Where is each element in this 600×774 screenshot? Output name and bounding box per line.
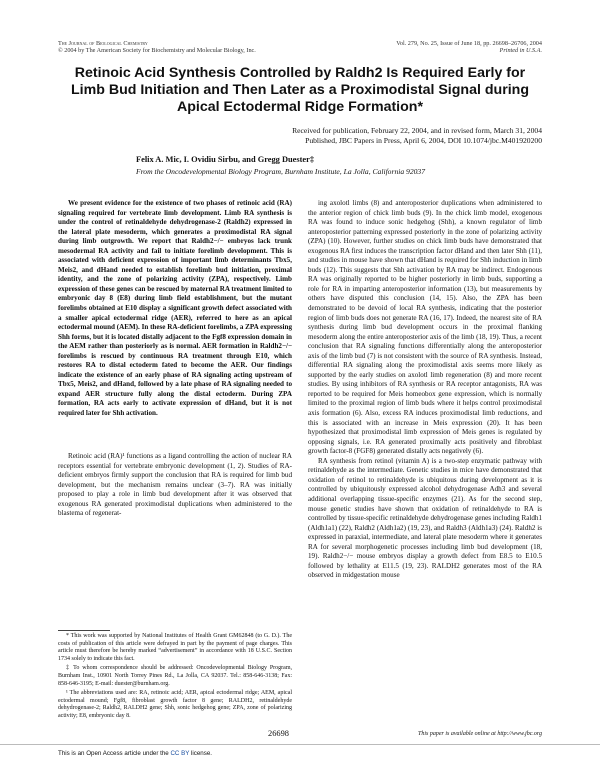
footnote-abbreviations: ¹ The abbreviations used are: RA, retinoic acid; AER, apical ectodermal ridge; AEM, apical ectodermal mound; Fgf8, fibroblast growth factor 8 gene; RALDH2, retinaldehyde dehydrogenase-2; Raldh2, RALDH2 gene; Shh, sonic hedgehog gene; ZPA, zone of polarizing activity; E8, embryonic day 8. bbox=[58, 690, 292, 719]
abstract-text: We present evidence for the existence of two phases of retinoic acid (RA) signaling required for vertebrate limb development. Limb RA synthesis is under the control of retinaldehyde dehydrogenase-2 (Raldh2) expressed in the lateral plate mesoderm, which generates a proximodistal RA signal during limb outgrowth. We report that Raldh2−/− embryos lack trunk mesodermal RA activity and fail to initiate forelimb development. This is associated with deficient expression of important limb determinants Tbx5, Meis2, and dHand needed to establish forelimb bud initiation, proximal identity, and the zone of polarizing activity (ZPA), respectively. Limb expression of these genes can be rescued by maternal RA treatment limited to embryonic day 8 (E8) during limb field establishment, but the mutant forelimbs obtained at E10 display a significant growth defect associated with a smaller apical ectodermal ridge (AER), referred to here as an apical ectodermal mound (AEM). In these RA-deficient forelimbs, a ZPA expressing Shh forms, but it is located distally adjacent to the Fgf8 expression domain in the AEM rather than posteriorly as is normal. AER formation in Raldh2−/− forelimbs is rescued by continuous RA treatment through E10, which restores RA to distal ectoderm fated to become the AER. Our findings indicate the existence of an early phase of RA signaling acting upstream of Tbx5, Meis2, and dHand, followed by a late phase of RA signaling needed to expand AER structure fully along the distal ectoderm. During ZPA formation, RA acts early to activate expression of dHand, but it is not required later for Shh activation. bbox=[58, 199, 292, 418]
running-header-left bbox=[58, 40, 256, 55]
footer-divider bbox=[0, 744, 600, 745]
publication-history bbox=[222, 126, 542, 145]
affiliation: From the Oncodevelopmental Biology Program, Burnham Institute, La Jolla, California 92037 bbox=[136, 167, 426, 176]
page-number: 26698 bbox=[268, 729, 289, 738]
article-title: Retinoic Acid Synthesis Controlled by Raldh2 Is Required Early for Limb Bud Initiation and Then Later as a Proximodistal Signal during Apical Ectodermal Ridge Formation* bbox=[71, 65, 529, 115]
footnote-divider bbox=[58, 630, 110, 631]
open-access-note bbox=[58, 750, 212, 757]
license-link[interactable]: CC BY bbox=[170, 750, 190, 757]
body-paragraph-1: ing axolotl limbs (8) and anteroposterior duplications when administered to the anterior region of chick limb buds (9). In the chick limb model, exogenous RA was found to induce sonic hedgehog (Shh), a known regulator of limb anteroposterior patterning expressed posteriorly in the zone of polarizing activity (ZPA) (10). However, further studies on chick limb buds have demonstrated that exogenous RA first induces the transcription factor dHand and then later Shh (11), and studies in mouse have shown that dHand is required for Shh induction in limb buds (12). This suggests that Shh activation by RA may be indirect. Endogenous RA was originally reported to be higher posteriorly in limb buds, supporting a role for RA in imparting anteroposterior information (13), but measurements by others have disputed this conclusion (14, 15). Also, the ZPA has been demonstrated to be devoid of local RA synthesis, indicating that the posterior region of limb buds does not generate RA (16, 17). Indeed, the nearest site of RA synthesis during limb bud development occurs in the proximal flanking mesoderm along the entire anteroposterior axis of the limb (18, 19). Thus, a recent conclusion that RA signaling functions differentially along the anteroposterior axis of the limb bud (7) is not consistent with the source of RA synthesis. Instead, differential RA signaling along the proximodistal axis seems more likely as supported by the early studies on axolotl limb regeneration (8) and more recent studies. By using inhibitors of RA synthesis or RA receptor antagonists, RA was reported to be required for Meis homeobox gene expression, which is normally limited to the proximal region of limb buds where it helps control proximodistal axis formation (6). Also, excess RA induces proximodistal limb reductions, and this is associated with an increase in Meis expression (20). It has been hypothesized that proximodistal limb expression of Meis genes is regulated by opposing signals, i.e. RA generated proximally acts positively and fibroblast growth factor-8 (FGF8) generated distally acts negatively (6). bbox=[308, 199, 542, 456]
running-header-right bbox=[396, 40, 542, 55]
footnote-correspondence: ‡ To whom correspondence should be addressed: Oncodevelopmental Biology Program, Burnham Inst., 10901 North Torrey Pines Rd., La Jolla, CA 92037. Tel.: 858-646-3138; Fax: 858-646-3195; E-mail: duester@burnham.org. bbox=[58, 665, 292, 687]
received-line: Received for publication, February 22, 2004, and in revised form, March 31, 2004 bbox=[292, 126, 542, 135]
availability-note: This paper is available online at http://www.jbc.org bbox=[418, 731, 542, 737]
footnotes bbox=[58, 633, 292, 723]
abstract bbox=[58, 199, 292, 419]
body-paragraph-2: RA synthesis from retinol (vitamin A) is a two-step enzymatic pathway with retinaldehyde as the intermediate. Genetic studies in mice have demonstrated that oxidation of retinol to retinaldehyde is ubiquitous during development as it is controlled by ubiquitously expressed alcohol dehydrogenase Adh3 and several additional overlapping tissue-specific enzymes (21). As for the second step, mouse genetic studies have shown that oxidation of retinaldehyde to RA is controlled by tissue-specific retinaldehyde dehydrogenase genes including Raldh1 (Aldh1a1) (22), Raldh2 (Aldh1a2) (19, 23), and Raldh3 (Aldh1a3) (24). Raldh2 is expressed in paraxial, intermediate, and lateral plate mesoderm where it generates RA for several morphogenetic processes including limb bud development (18, 19). Raldh2−/− mouse embryos display a growth defect from E8.5 to E10.5 followed by lethality at E11.5 (19, 23). RALDH2 generates most of the RA observed in midgestation mouse bbox=[308, 456, 542, 580]
journal-name: The Journal of Biological Chemistry bbox=[58, 40, 148, 47]
body-right-column bbox=[308, 199, 542, 581]
open-access-text: This is an Open Access article under the bbox=[58, 750, 171, 757]
printed-line: Printed in U.S.A. bbox=[499, 47, 542, 55]
copyright-line: © 2004 by The American Society for Biochemistry and Molecular Biology, Inc. bbox=[58, 47, 256, 55]
author-list: Felix A. Mic, I. Ovidiu Sirbu, and Gregg Duester‡ bbox=[136, 155, 315, 164]
intro-paragraph: Retinoic acid (RA)¹ functions as a ligand controlling the action of nuclear RA receptors essential for vertebrate embryonic development (1, 2). Studies of RA-deficient embryos firmly support the conclusion that RA is required for limb bud development, but the mechanism remains unclear (3–7). RA was initially proposed to play a role in limb bud development after it was observed that exogenous RA generated proximodistal duplications when administered to the blastema of regenerat- bbox=[58, 452, 292, 518]
published-line: Published, JBC Papers in Press, April 6, 2004, DOI 10.1074/jbc.M401920200 bbox=[305, 135, 542, 145]
footnote-funding: * This work was supported by National Institutes of Health Grant GM62848 (to G. D.). The costs of publication of this article were defrayed in part by the payment of page charges. This article must therefore be hereby marked “advertisement” in accordance with 18 U.S.C. Section 1734 solely to indicate this fact. bbox=[58, 633, 292, 662]
license-suffix: license. bbox=[189, 750, 212, 757]
volume-line: Vol. 279, No. 25, Issue of June 18, pp. 26698–26706, 2004 bbox=[396, 40, 542, 47]
body-left-column bbox=[58, 452, 292, 519]
